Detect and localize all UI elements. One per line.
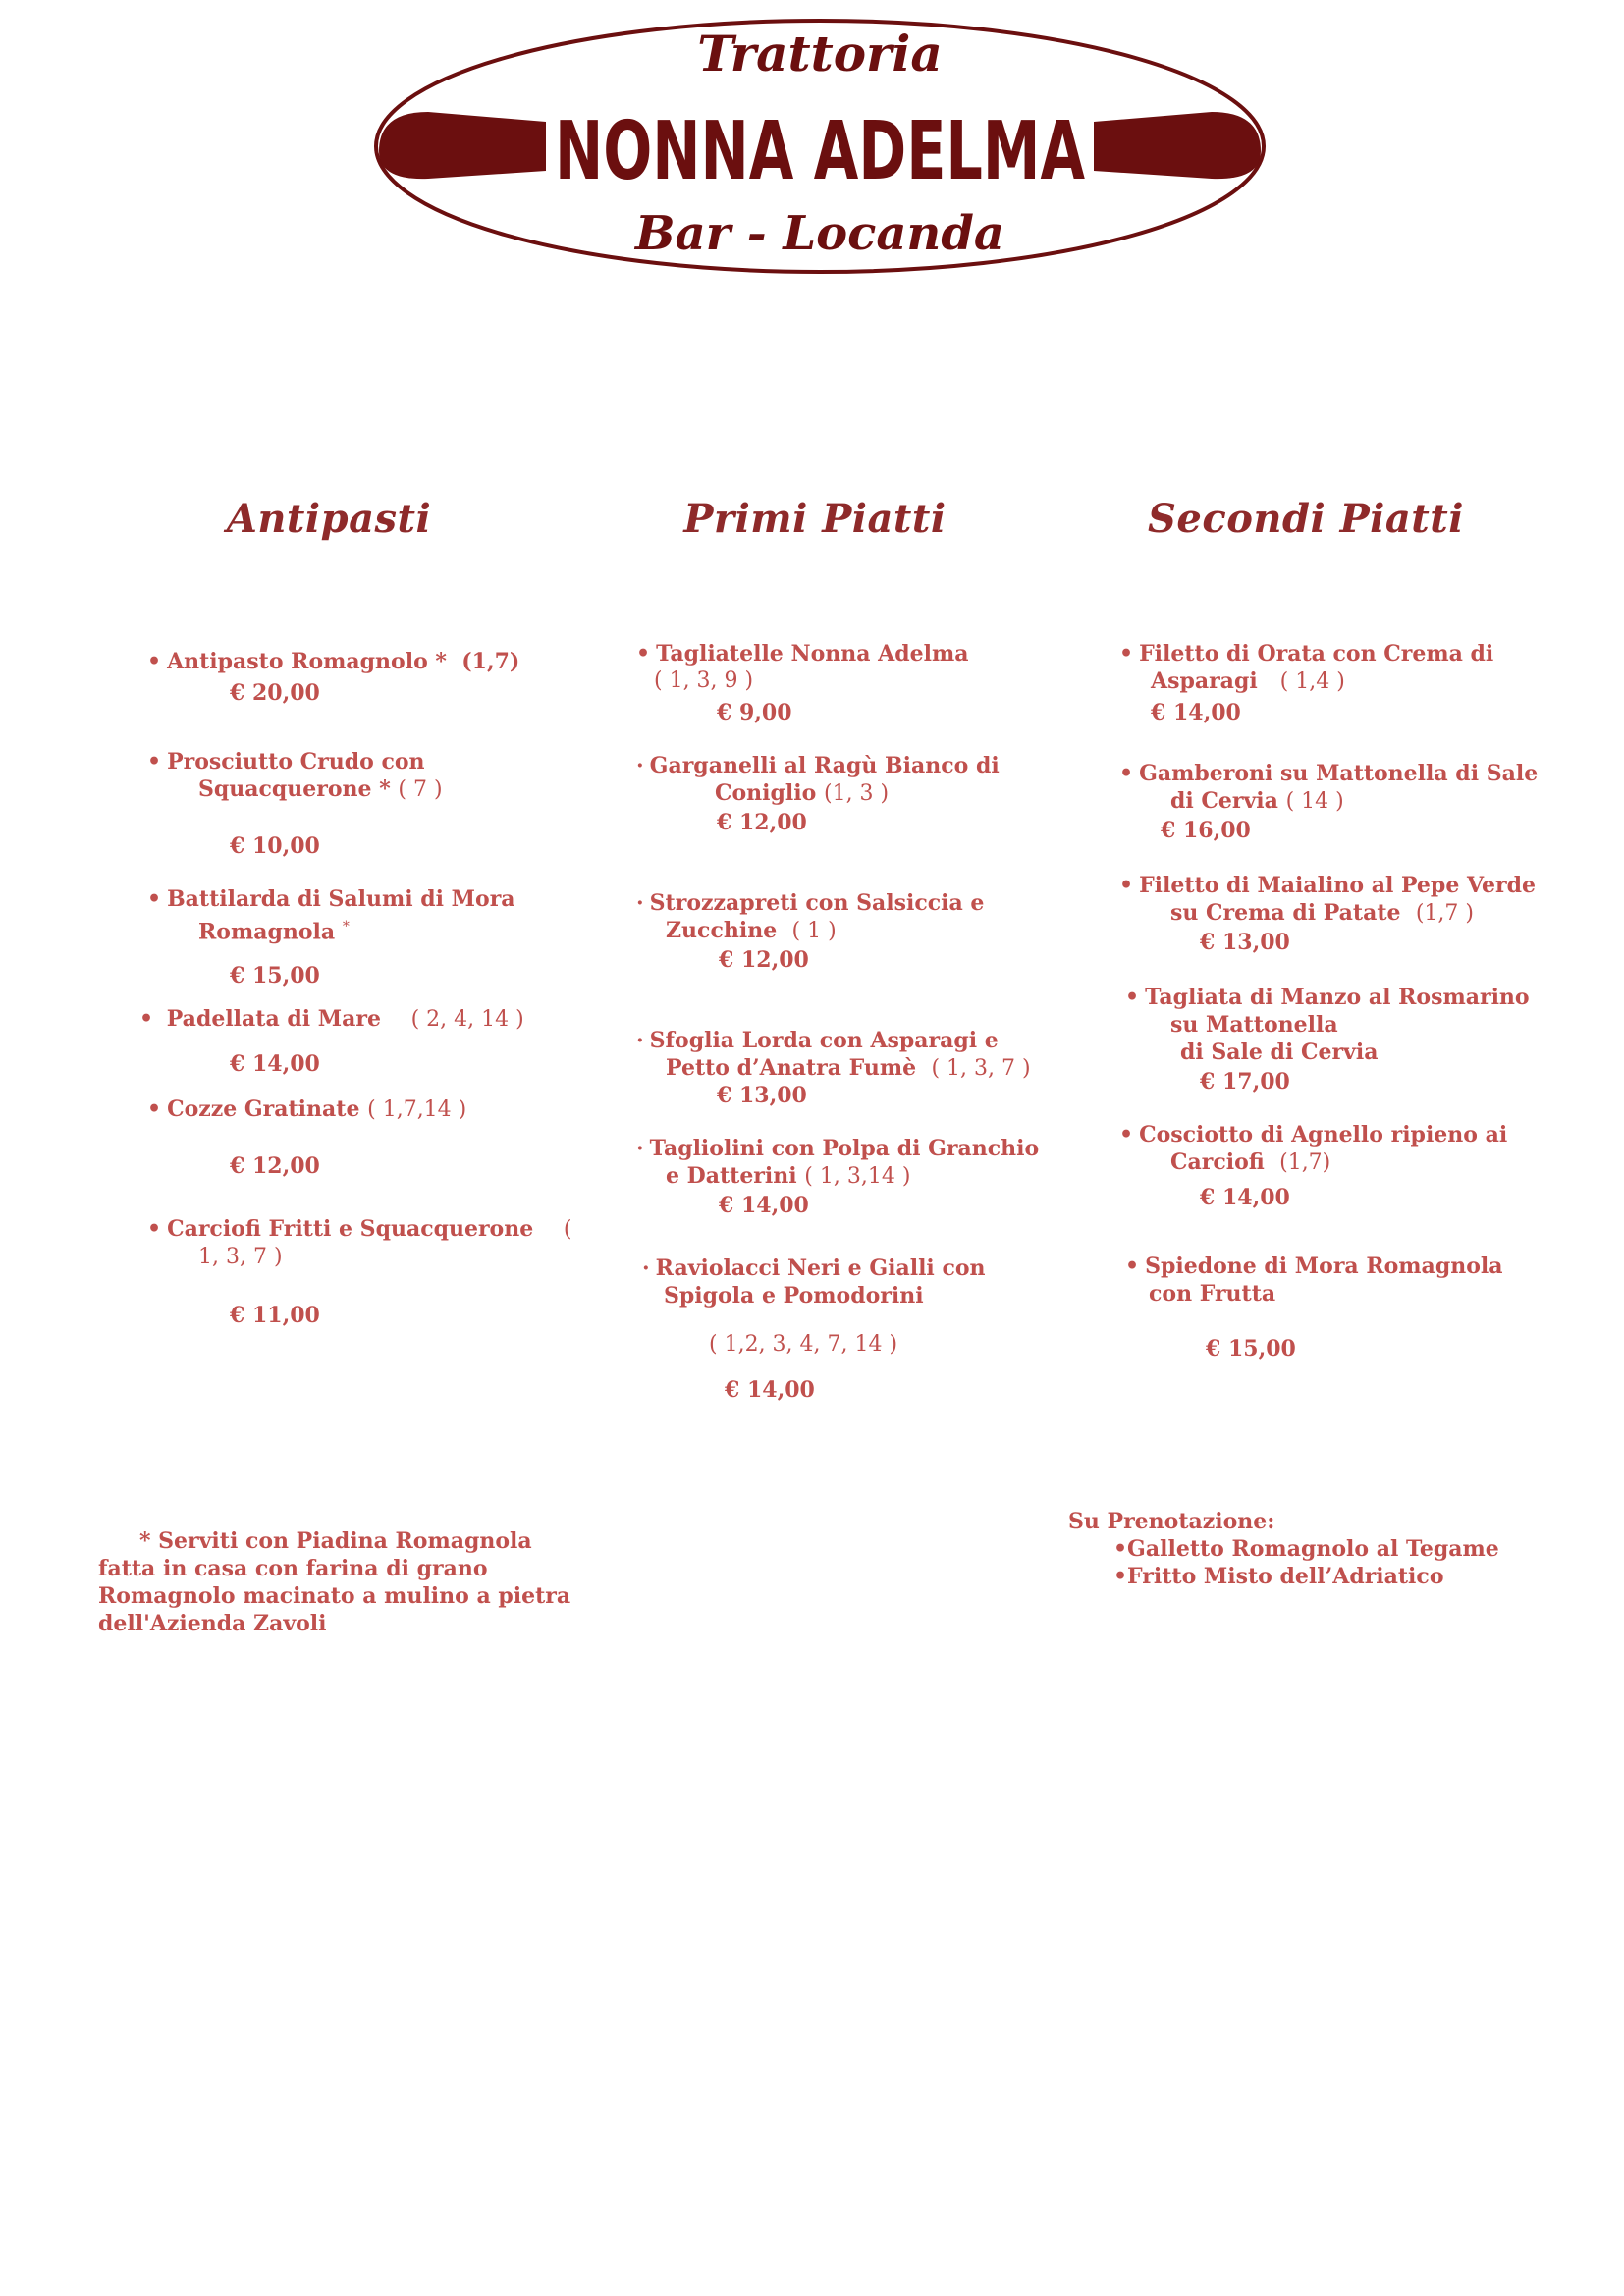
item-name-line2: con Frutta [1149,1281,1276,1307]
item-name: Prosciutto Crudo con [167,749,425,774]
item-name: Strozzapreti con Salsiccia e [649,890,985,916]
reservation-note [1068,1508,1499,1590]
item-price: € 15,00 [1206,1336,1296,1362]
item-name-line2: di Cervia [1170,788,1278,814]
item-price: € 11,00 [230,1303,320,1328]
menu-item [147,748,443,804]
item-price: € 12,00 [719,947,809,973]
menu-item [642,1255,986,1309]
menu-item [1119,760,1538,816]
bullet: • [147,886,162,912]
bullet: • [1119,1122,1134,1148]
item-price: € 9,00 [717,700,792,725]
item-allergens: ( 1, 3, 9 ) [654,668,754,693]
menu-item [1119,1121,1507,1177]
bullet: · [642,1255,650,1281]
item-price: € 14,00 [719,1193,809,1218]
item-name: Spiedone di Mora Romagnola [1145,1254,1503,1279]
bullet: • [139,1006,154,1032]
rolling-pin-logo [369,14,1271,279]
item-allergens: ( 2, 4, 14 ) [410,1007,524,1032]
item-price: € 20,00 [230,680,320,706]
item-name-line2: su Crema di Patate [1170,900,1401,926]
menu-item [636,752,1000,808]
item-price: € 14,00 [1151,700,1241,725]
logo-name-text: NONNA ADELMA [555,105,1086,198]
item-name: Tagliatelle Nonna Adelma [656,641,969,667]
item-allergens: * [342,919,350,934]
section-title-primi: Primi Piatti [683,496,947,542]
item-name-line2: Coniglio [715,780,817,806]
item-name: Tagliolini con Polpa di Granchio [649,1136,1040,1161]
item-price: € 10,00 [230,833,320,859]
footnote-line: * Serviti con Piadina Romagnola [139,1528,532,1554]
bullet: • [1119,761,1134,786]
restaurant-logo [369,14,1271,279]
section-title-secondi: Secondi Piatti [1148,496,1464,542]
bullet: · [636,1028,644,1053]
item-name-line2: Spigola e Pomodorini [664,1283,924,1308]
item-name: Antipasto Romagnolo * [167,649,447,674]
item-name: Cosciotto di Agnello ripieno ai [1139,1122,1508,1148]
item-name: Raviolacci Neri e Gialli con [655,1255,986,1281]
item-allergens: ( 1 ) [791,919,837,943]
item-allergens: (1,7) [1279,1150,1331,1175]
footnote-line: dell'Azienda Zavoli [98,1611,327,1636]
bullet: · [636,890,644,916]
reservation-title: Su Prenotazione: [1068,1509,1275,1534]
item-allergens: ( 1, 3,14 ) [804,1164,911,1189]
item-name-line2: Squacquerone * [198,776,391,802]
item-name: Tagliata di Manzo al Rosmarino [1145,985,1530,1010]
item-allergens: (1,7 ) [1415,901,1474,926]
menu-item [1119,640,1493,696]
item-price: € 15,00 [230,963,320,988]
item-allergens-line2: 1, 3, 7 ) [198,1245,283,1269]
bullet: • [147,1216,162,1242]
item-name: Gamberoni su Mattonella di Sale [1139,761,1539,786]
item-allergens: (1, 3 ) [823,781,890,806]
logo-bottom-text: Bar - Locanda [635,206,1004,261]
menu-item [147,1215,571,1271]
footnote-line: fatta in casa con farina di grano [98,1556,488,1581]
item-price: € 13,00 [1200,930,1290,955]
item-allergens: ( 7 ) [398,777,443,802]
item-name-line2: Asparagi [1151,668,1258,694]
bullet: • [147,649,162,674]
item-price: € 14,00 [1200,1185,1290,1210]
item-price: € 17,00 [1200,1069,1290,1095]
menu-item [1125,1253,1502,1308]
item-name-line2: Carciofi [1170,1149,1265,1175]
menu-item [636,889,984,945]
item-name-line2: Petto d’Anatra Fumè [666,1055,917,1081]
bullet: · [636,753,644,778]
item-allergens: ( 14 ) [1285,789,1344,814]
menu-item [147,648,519,675]
item-name-line2: e Datterini [666,1163,797,1189]
menu-item [147,1095,466,1124]
menu-item [636,1027,1031,1083]
item-name-line2: Romagnola [198,919,336,945]
bullet: • [147,1096,162,1122]
item-price: € 14,00 [725,1377,815,1403]
item-allergens: ( 1,7,14 ) [367,1097,467,1122]
item-name: Battilarda di Salumi di Mora [167,886,515,912]
item-name: Padellata di Mare [166,1006,381,1032]
menu-item [139,1005,524,1034]
item-name-line3: di Sale di Cervia [1180,1040,1379,1065]
bullet: • [1119,873,1134,898]
item-price: € 14,00 [230,1051,320,1077]
bullet: • [1125,985,1140,1010]
section-title-antipasti: Antipasti [226,496,432,542]
item-allergens: ( 1,2, 3, 4, 7, 14 ) [709,1332,898,1357]
item-name: Filetto di Orata con Crema di [1139,641,1494,667]
item-name-line2: Zucchine [666,918,778,943]
item-price: € 12,00 [717,810,807,835]
bullet: • [147,749,162,774]
item-name: Filetto di Maialino al Pepe Verde [1139,873,1536,898]
item-name: Cozze Gratinate [167,1096,360,1122]
item-allergens: ( 1,4 ) [1279,669,1345,694]
item-price: € 12,00 [230,1153,320,1179]
item-name-line2: su Mattonella [1170,1012,1338,1038]
bullet: · [636,1136,644,1161]
logo-top-text: Trattoria [697,25,943,82]
bullet: • [1125,1254,1140,1279]
bullet: • [1119,641,1134,667]
reservation-item: •Galletto Romagnolo al Tegame [1113,1536,1499,1562]
reservation-item: •Fritto Misto dell’Adriatico [1113,1564,1444,1589]
piadina-footnote [98,1527,570,1637]
item-name: Garganelli al Ragù Bianco di [649,753,1000,778]
item-name: Carciofi Fritti e Squacquerone [167,1216,534,1242]
item-price: € 16,00 [1161,818,1251,843]
menu-item [636,640,969,695]
bullet: • [636,641,651,667]
item-name: Sfoglia Lorda con Asparagi e [649,1028,999,1053]
menu-item [147,885,515,945]
menu-item [636,1135,1039,1191]
menu-item [1119,872,1536,928]
footnote-line: Romagnolo macinato a mulino a pietra [98,1583,571,1609]
item-price: € 13,00 [717,1083,807,1108]
item-allergens: (1,7) [461,649,520,674]
menu-item [1125,984,1530,1066]
item-allergens: ( 1, 3, 7 ) [931,1056,1031,1081]
item-allergens: ( [563,1217,572,1242]
